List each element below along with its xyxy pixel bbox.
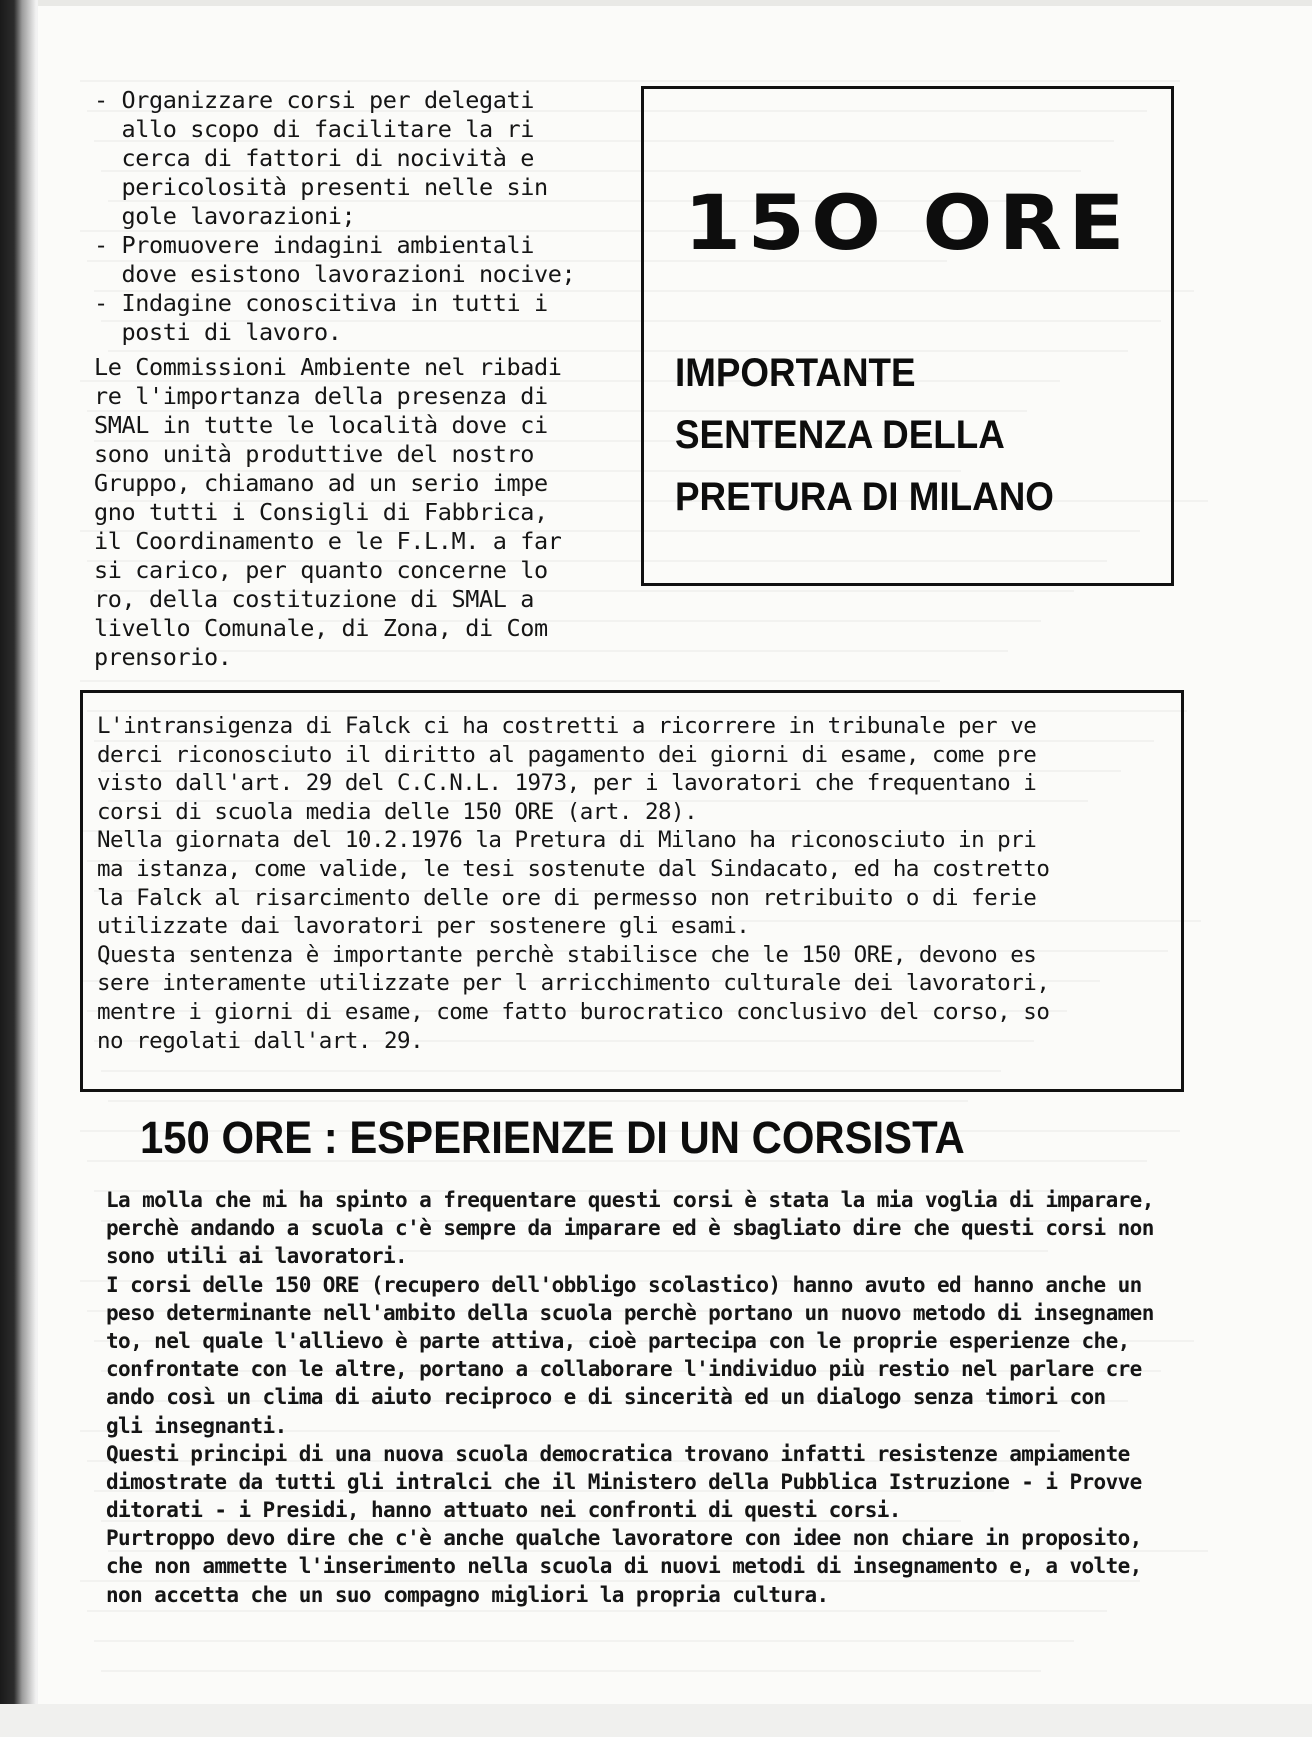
article-text bbox=[97, 712, 1177, 1055]
bleed-strip bbox=[108, 1100, 968, 1102]
text-line: confrontate con le altre, portano a collaborare l'individuo più restio nel parlare cre bbox=[106, 1357, 1142, 1382]
text-line: peso determinante nell'ambito della scuola perchè portano un nuovo metodo di insegnamen bbox=[106, 1300, 1154, 1325]
text-line: che non ammette l'inserimento nella scuola di nuovi metodi di insegnamento e, a volte, bbox=[106, 1554, 1142, 1579]
text-line: no regolati dall'art. 29. bbox=[97, 1027, 424, 1054]
page-bottom-edge bbox=[0, 1704, 1312, 1737]
text-line: Questi principi di una nuova scuola democratica trovano infatti resistenze ampiamente bbox=[106, 1441, 1130, 1466]
text-line: Purtroppo devo dire che c'è anche qualche lavoratore con idee non chiare in proposito, bbox=[106, 1526, 1142, 1551]
text-line: gno tutti i Consigli di Fabbrica, bbox=[94, 498, 548, 526]
section-body bbox=[106, 1186, 1206, 1609]
page-top-edge bbox=[0, 0, 1312, 6]
text-line: - Promuovere indagini ambientali bbox=[94, 231, 534, 259]
text-line: La molla che mi ha spinto a frequentare questi corsi è stata la mia voglia di imparare, bbox=[106, 1188, 1154, 1212]
headline-subtitle-line: SENTENZA DELLA bbox=[675, 413, 1005, 457]
left-column-text bbox=[94, 86, 634, 672]
text-line: cerca di fattori di nocività e bbox=[94, 144, 534, 172]
headline-subtitle-line: IMPORTANTE bbox=[675, 351, 916, 395]
text-line: Questa sentenza è importante perchè stabilisce che le 150 ORE, devono es bbox=[97, 941, 1037, 968]
binding-shadow bbox=[0, 0, 38, 1737]
headline-subtitle-line: PRETURA DI MILANO bbox=[675, 475, 1054, 519]
bleed-strip bbox=[80, 680, 940, 682]
text-line: il Coordinamento e le F.L.M. a far bbox=[94, 527, 562, 555]
text-line: perchè andando a scuola c'è sempre da imparare ed è sbagliato dire che questi corsi non bbox=[106, 1216, 1154, 1241]
text-line: re l'importanza della presenza di bbox=[94, 382, 548, 410]
text-line: non accetta che un suo compagno migliori la propria cultura. bbox=[106, 1582, 829, 1607]
text-line: Nella giornata del 10.2.1976 la Pretura di Milano ha riconosciuto in pri bbox=[97, 827, 1037, 854]
text-line: utilizzate dai lavoratori per sostenere gli esami. bbox=[97, 913, 750, 940]
text-line: sere interamente utilizzate per l arricchimento culturale dei lavoratori, bbox=[97, 970, 1050, 997]
text-line: posti di lavoro. bbox=[94, 318, 342, 346]
text-line: ma istanza, come valide, le tesi sostenute dal Sindacato, ed ha costretto bbox=[97, 855, 1050, 882]
text-line: si carico, per quanto concerne lo bbox=[94, 556, 548, 584]
text-line: livello Comunale, di Zona, di Com bbox=[94, 614, 548, 642]
text-line: I corsi delle 150 ORE (recupero dell'obbligo scolastico) hanno avuto ed hanno anche un bbox=[106, 1272, 1142, 1297]
text-line: to, nel quale l'allievo è parte attiva, cioè partecipa con le proprie esperienze che, bbox=[106, 1328, 1130, 1353]
text-line: gole lavorazioni; bbox=[94, 202, 356, 230]
text-line: mentre i giorni di esame, come fatto burocratico conclusivo del corso, so bbox=[97, 998, 1050, 1025]
text-line: sono utili ai lavoratori. bbox=[106, 1244, 408, 1269]
headline-subtitle bbox=[675, 342, 1117, 528]
text-line: dove esistono lavorazioni nocive; bbox=[94, 260, 576, 288]
text-line: - Organizzare corsi per delegati bbox=[94, 86, 534, 114]
text-line: ditorati - i Presidi, hanno attuato nei confronti di questi corsi. bbox=[106, 1498, 901, 1523]
text-line: ando così un clima di aiuto reciproco e di sincerità ed un dialogo senza timori con bbox=[106, 1385, 1106, 1410]
text-line: la Falck al risarcimento delle ore di permesso non retribuito o di ferie bbox=[97, 884, 1037, 911]
text-line: prensorio. bbox=[94, 643, 232, 671]
text-line: visto dall'art. 29 del C.C.N.L. 1973, per i lavoratori che frequentano i bbox=[97, 770, 1037, 797]
bleed-strip bbox=[94, 1640, 1074, 1642]
section-title: 150 ORE : ESPERIENZE DI UN CORSISTA bbox=[140, 1112, 965, 1163]
text-line: ro, della costituzione di SMAL a bbox=[94, 585, 534, 613]
text-line: Gruppo, chiamano ad un serio impe bbox=[94, 469, 548, 497]
text-line: derci riconosciuto il diritto al pagamento dei giorni di esame, come pre bbox=[97, 741, 1037, 768]
text-line: Le Commissioni Ambiente nel ribadi bbox=[94, 353, 562, 381]
text-line: SMAL in tutte le località dove ci bbox=[94, 411, 548, 439]
text-line: pericolosità presenti nelle sin bbox=[94, 173, 548, 201]
text-line: L'intransigenza di Falck ci ha costretti a ricorrere in tribunale per ve bbox=[97, 713, 1037, 739]
text-line: allo scopo di facilitare la ri bbox=[94, 115, 534, 143]
headline-title: 15O ORE bbox=[684, 178, 1131, 267]
text-line: - Indagine conoscitiva in tutti i bbox=[94, 289, 548, 317]
text-line: dimostrate da tutti gli intralci che il Ministero della Pubblica Istruzione - i Provve bbox=[106, 1469, 1142, 1494]
text-line: gli insegnanti. bbox=[106, 1413, 287, 1438]
bleed-strip bbox=[87, 1610, 1107, 1612]
text-line: sono unità produttive del nostro bbox=[94, 440, 534, 468]
bleed-strip bbox=[80, 80, 1180, 82]
text-line: corsi di scuola media delle 150 ORE (art. 28). bbox=[97, 798, 698, 825]
bleed-strip bbox=[101, 1670, 1041, 1672]
